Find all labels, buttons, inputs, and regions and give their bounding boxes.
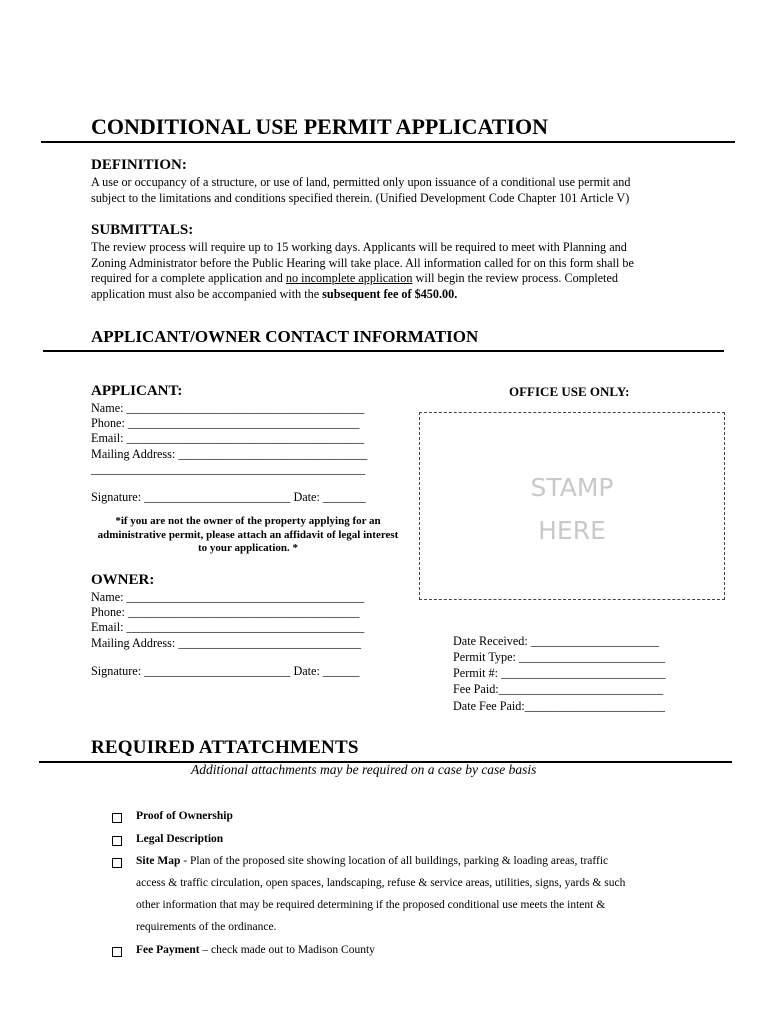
owner-fields [91, 590, 364, 651]
definition-line-2: subject to the limitations and conditions specified therein. (Unified Development Code Chapter 101 Article V) [91, 190, 630, 205]
stamp-area [419, 412, 725, 600]
date-received-field[interactable]: Date Received: _____________________ [453, 634, 659, 648]
stamp-text-line-1: STAMP [530, 473, 614, 502]
contact-section-divider [43, 350, 724, 352]
owner-mailing-field[interactable]: Mailing Address: ______________________________ [91, 635, 362, 650]
submittals-line-3-underlined: no incomplete application [285, 271, 413, 285]
checkbox-site-map[interactable] [112, 858, 122, 868]
attachment-description: - Plan of the proposed site showing location of all buildings, parking & loading areas, traffic [180, 855, 609, 867]
required-attachments-title: REQUIRED ATTATCHMENTS [91, 737, 359, 758]
submittals-line-3 [91, 271, 634, 287]
note-line-3: to your application. * [197, 542, 299, 554]
page-title: CONDITIONAL USE PERMIT APPLICATION [91, 114, 548, 139]
office-use-heading: OFFICE USE ONLY: [509, 384, 630, 399]
note-line-1: *if you are not the owner of the property applying for an [115, 515, 381, 527]
fee-paid-field[interactable]: Fee Paid:___________________________ [453, 682, 664, 696]
attachment-label: Site Map [136, 855, 181, 867]
definition-heading: DEFINITION: [91, 157, 187, 173]
note-line-2: administrative permit, please attach an affidavit of legal interest [97, 528, 399, 541]
applicant-mailing-field[interactable]: Mailing Address: _______________________________ [91, 446, 368, 461]
attachment-label: Legal Description [136, 833, 224, 845]
submittals-line-4-pre: application must also be accompanied with the [91, 286, 323, 301]
applicant-mailing-cont-field[interactable]: _____________________________________________ [91, 461, 366, 476]
checkbox-proof-of-ownership[interactable] [112, 813, 122, 823]
date-fee-paid-field[interactable]: Date Fee Paid:_______________________ [453, 699, 665, 713]
owner-signature-field[interactable]: Signature: ________________________ Date: ______ [91, 664, 360, 678]
site-map-cont-2: other information that may be required determining if the proposed conditional use meets the intent & [136, 899, 606, 911]
applicant-fields [91, 401, 367, 477]
attachment-label: Proof of Ownership [136, 810, 233, 822]
owner-heading: OWNER: [91, 572, 155, 588]
attachment-legal-description [136, 833, 223, 845]
owner-email-field[interactable]: Email: _______________________________________ [91, 620, 365, 635]
submittals-line-1: The review process will require up to 15 working days. Applicants will be required to meet with Planning and [91, 240, 627, 254]
applicant-signature-field[interactable]: Signature: ________________________ Date: _______ [91, 490, 366, 504]
submittals-line-3-post: will begin the review process. Completed [412, 271, 618, 285]
submittals-fee: subsequent fee of $450.00. [322, 286, 458, 301]
definition-text [91, 175, 630, 206]
site-map-cont-1: access & traffic circulation, open spaces, landscaping, refuse & service areas, utilities, signs, yards & such [136, 877, 626, 889]
checkbox-legal-description[interactable] [112, 836, 122, 846]
site-map-cont-3: requirements of the ordinance. [136, 921, 277, 933]
permit-number-field[interactable]: Permit #: ___________________________ [453, 666, 666, 680]
permit-type-field[interactable]: Permit Type: ________________________ [453, 650, 666, 664]
applicant-heading: APPLICANT: [91, 383, 183, 399]
submittals-line-4 [91, 287, 634, 303]
contact-section-title: APPLICANT/OWNER CONTACT INFORMATION [91, 327, 479, 346]
applicant-email-field[interactable]: Email: _______________________________________ [91, 431, 365, 446]
title-divider [41, 141, 735, 143]
attachment-label: Fee Payment [136, 944, 200, 956]
submittals-line-2: Zoning Administrator before the Public Hearing will take place. All information called for on this form shall be [91, 255, 634, 270]
applicant-phone-field[interactable]: Phone: ______________________________________ [91, 416, 360, 431]
checkbox-fee-payment[interactable] [112, 947, 122, 957]
required-attachments-subtitle: Additional attachments may be required on a case by case basis [191, 762, 537, 777]
submittals-text [91, 240, 634, 302]
attachment-site-map [136, 855, 608, 867]
applicant-name-field[interactable]: Name: _______________________________________ [91, 401, 365, 415]
applicant-affidavit-note [83, 515, 413, 556]
definition-line-1: A use or occupancy of a structure, or use of land, permitted only upon issuance of a conditional use permit and [91, 175, 631, 189]
owner-name-field[interactable]: Name: _______________________________________ [91, 590, 365, 604]
attachment-description: – check made out to Madison County [199, 944, 375, 956]
submittals-line-3-pre: required for a complete application and [91, 271, 286, 285]
attachment-proof-of-ownership [136, 810, 233, 822]
submittals-heading: SUBMITTALS: [91, 222, 194, 238]
stamp-text-line-2: HERE [538, 516, 606, 545]
office-use-fields [453, 633, 666, 714]
owner-phone-field[interactable]: Phone: ______________________________________ [91, 605, 360, 620]
attachment-fee-payment [136, 944, 375, 956]
